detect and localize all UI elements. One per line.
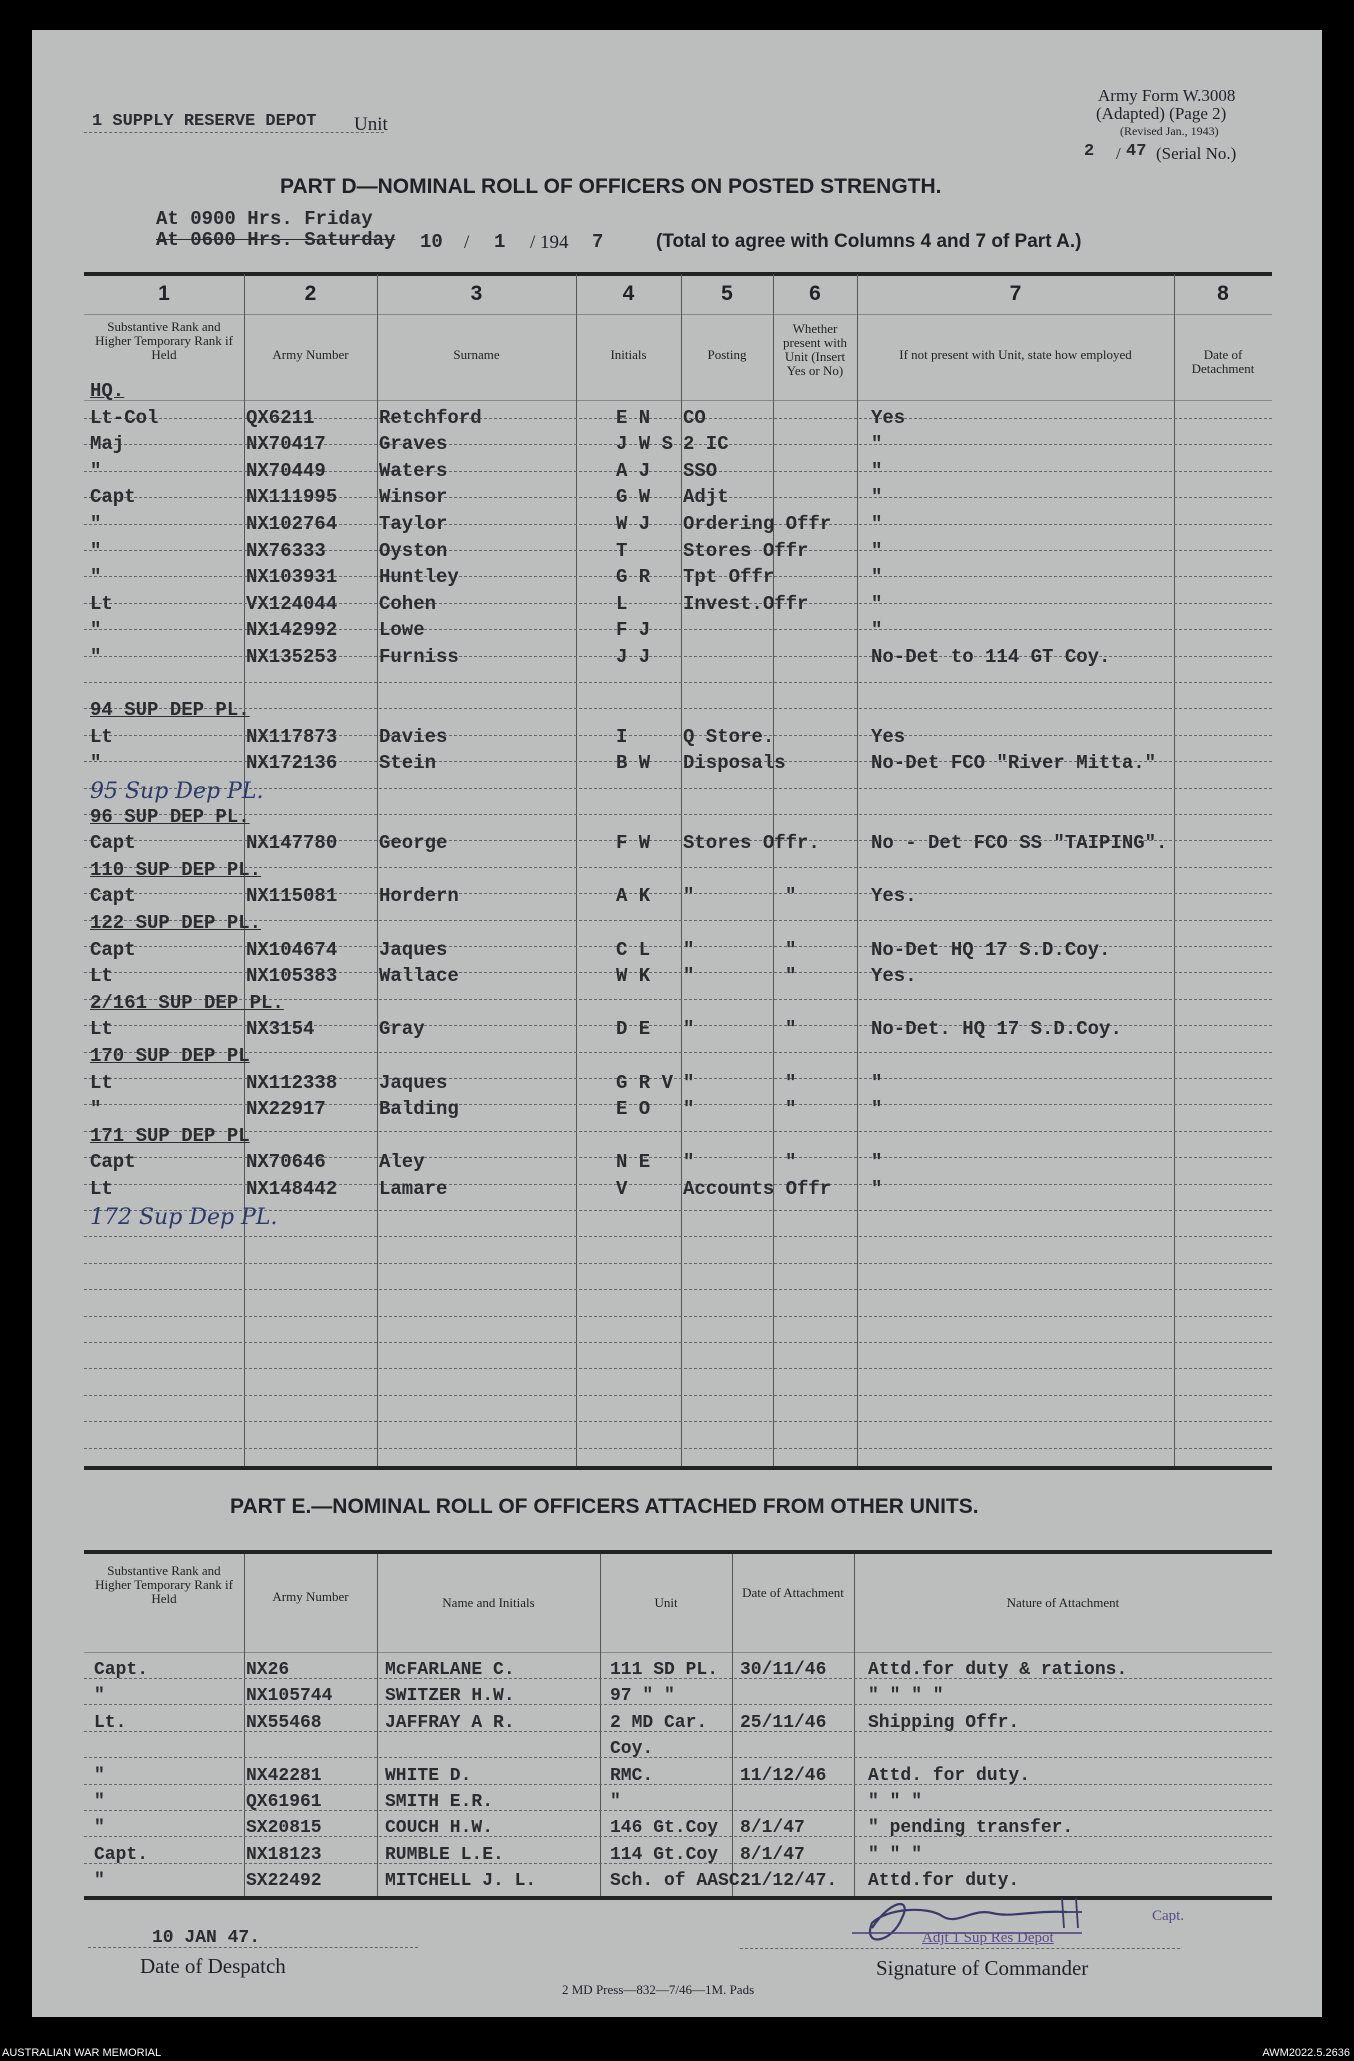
part-e-header: Unit [654, 1595, 678, 1610]
part-e-cell-num: NX42281 [246, 1765, 322, 1786]
part-e-cell-date: 8/1/47 [740, 1844, 805, 1865]
serial-label: (Serial No.) [1156, 144, 1237, 163]
part-d-cell-init: E N [616, 406, 651, 429]
part-d-cell-init: L [616, 592, 628, 615]
part-e-cell-num: SX22492 [246, 1871, 322, 1892]
part-e-row-rule [84, 1757, 1272, 1758]
part-d-cell-rank: 94 SUP DEP PL. [90, 699, 250, 722]
serial-year: 47 [1126, 142, 1147, 161]
part-e-bottom-rule [84, 1896, 1272, 1900]
part-e-cell-unit: 97 " " [610, 1686, 675, 1707]
date-year-prefix: 194 [540, 232, 569, 253]
part-d-cell-init: E O [616, 1098, 651, 1121]
part-e-cell-rank: " [94, 1686, 105, 1707]
part-d-cell-rank: 96 SUP DEP PL. [90, 805, 250, 828]
time-old: At 0600 Hrs. Saturday [156, 229, 396, 251]
part-d-column-divider [576, 274, 577, 1466]
footer-left: AUSTRALIAN WAR MEMORIAL [2, 2047, 162, 2059]
part-e-cell-nature: " pending transfer. [868, 1818, 1074, 1839]
part-d-cell-surname: Jaques [379, 938, 448, 961]
part-d-cell-rank: Capt [90, 832, 136, 855]
part-d-cell-surname: Huntley [379, 566, 459, 589]
part-d-cell-surname: Graves [379, 433, 448, 456]
part-d-cell-surname: Lamare [379, 1178, 448, 1200]
part-e-cell-name: COUCH H.W. [385, 1818, 494, 1839]
part-e-cell-name: McFARLANE C. [385, 1660, 515, 1680]
part-d-cell-surname: George [379, 832, 448, 855]
part-d-cell-rank: 95 Sup Dep PL. [90, 779, 264, 804]
part-d-cell-num: NX3154 [246, 1018, 315, 1041]
part-d-cell-rank: " [90, 619, 102, 642]
part-d-cell-surname: Stein [379, 752, 437, 775]
part-e-cell-unit: 146 Gt.Coy [610, 1818, 719, 1839]
part-e-cell-rank: " [94, 1792, 105, 1812]
part-d-header: Substantive Rank and Higher Temporary Rank if Held [95, 319, 233, 362]
part-d-cell-employed: " [871, 619, 883, 642]
part-d-cell-num: NX112338 [246, 1071, 338, 1094]
part-d-cell-posting: " [683, 1071, 695, 1094]
part-e-cell-name: SMITH E.R. [385, 1792, 494, 1812]
part-d-column-number: 5 [721, 282, 733, 305]
part-d-cell-posting: Stores Offr [683, 539, 809, 562]
part-d-row-rule [84, 1395, 1272, 1396]
part-d-cell-rank: Capt [90, 486, 136, 509]
part-d-cell-rank: Capt [90, 938, 136, 961]
part-d-row-rule [84, 1131, 1272, 1132]
part-e-cell-rank: Lt. [94, 1712, 127, 1733]
part-d-cell-rank: 171 SUP DEP PL [90, 1124, 250, 1147]
part-d-row-rule [84, 708, 1272, 709]
part-d-cell-surname: Oyston [379, 539, 448, 562]
part-d-cell-surname: Balding [379, 1098, 459, 1121]
date-day: 10 [420, 231, 443, 253]
part-d-cell-num: NX105383 [246, 965, 338, 988]
part-d-cell-num: NX148442 [246, 1178, 338, 1200]
part-d-cell-rank: 170 SUP DEP PL [90, 1045, 250, 1067]
part-d-cell-init: B W [616, 752, 651, 775]
part-e-cell-date: 11/12/46 [740, 1765, 827, 1786]
part-d-cell-surname: Taylor [379, 513, 448, 535]
part-d-cell-surname: Furniss [379, 646, 459, 668]
part-e-cell-num: NX55468 [246, 1712, 322, 1733]
part-d-cell-present: " [785, 1151, 797, 1174]
part-d-title: PART D—NOMINAL ROLL OF OFFICERS ON POSTED STRENGTH. [280, 175, 942, 198]
part-d-cell-init: A J [616, 459, 651, 482]
part-d-column-number: 1 [158, 282, 170, 305]
form-revised: (Revised Jan., 1943) [1120, 124, 1219, 138]
part-e-column-divider [854, 1554, 855, 1896]
part-d-cell-employed: " [871, 513, 883, 535]
part-d-row-rule [84, 814, 1272, 815]
part-e-cell-date: 21/12/47. [740, 1871, 838, 1892]
part-d-cell-num: NX147780 [246, 832, 338, 855]
part-d-cell-employed: No-Det FCO "River Mitta." [871, 752, 1157, 775]
part-d-cell-posting: Adjt [683, 486, 729, 509]
part-d-cell-surname: Waters [379, 459, 448, 482]
part-d-cell-rank: Capt [90, 1151, 136, 1174]
part-d-cell-employed: " [871, 433, 883, 456]
part-d-cell-init: N E [616, 1151, 651, 1174]
part-d-cell-employed: " [871, 592, 883, 615]
part-d-cell-employed: Yes [871, 725, 906, 748]
part-d-cell-posting: " [683, 965, 695, 988]
part-d-cell-surname: Davies [379, 725, 448, 748]
part-e-cell-unit: " [610, 1792, 621, 1812]
part-e-cell-name: JAFFRAY A R. [385, 1712, 515, 1733]
part-d-cell-employed: " [871, 1071, 883, 1094]
part-d-cell-init: V [616, 1178, 628, 1200]
part-d-cell-posting: " [683, 885, 695, 908]
part-d-bottom-rule [84, 1466, 1272, 1470]
part-d-cell-posting: CO [683, 406, 706, 429]
part-d-cell-rank: " [90, 513, 102, 535]
part-d-cell-num: NX104674 [246, 938, 338, 961]
part-e-cell-unit: 111 SD PL. [610, 1660, 719, 1680]
part-d-cell-posting: " [683, 1098, 695, 1121]
part-e-header: Date of Attachment [742, 1585, 844, 1600]
part-d-cell-num: NX70417 [246, 433, 326, 456]
part-e-cell-unit: 114 Gt.Coy [610, 1844, 719, 1865]
part-d-cell-posting: Ordering Offr [683, 513, 832, 535]
part-e-header: Nature of Attachment [1006, 1595, 1120, 1610]
part-d-cell-init: J W S [616, 433, 674, 456]
part-d-cell-present: " [785, 965, 797, 988]
unit-label: Unit [354, 114, 388, 135]
part-d-column-number: 2 [304, 282, 317, 305]
part-e-cell-unit: Sch. of AASC. [610, 1871, 751, 1892]
signature-role: Adjt 1 Sup Res Depot [922, 1930, 1054, 1946]
part-e-header: Substantive Rank and Higher Temporary Rank if Held [95, 1563, 233, 1606]
part-d-header: Initials [610, 347, 647, 362]
part-d-cell-rank: HQ. [90, 380, 125, 402]
part-e-cell-nature: Attd.for duty. [868, 1871, 1020, 1892]
part-d-cell-num: NX142992 [246, 619, 338, 642]
part-d-row-rule [84, 920, 1272, 921]
part-d-cell-rank: Lt [90, 1178, 113, 1200]
part-e-cell-date: 8/1/47 [740, 1818, 805, 1839]
part-d-cell-init: C L [616, 938, 651, 961]
part-d-header: Date of Detachment [1191, 347, 1255, 376]
despatch-date: 10 JAN 47. [152, 1928, 261, 1948]
part-d-top-rule [84, 272, 1272, 276]
part-d-cell-init: T [616, 539, 628, 562]
part-d-cell-init: G R V [616, 1071, 674, 1094]
part-d-cell-num: NX111995 [246, 486, 338, 509]
part-d-cell-employed: " [871, 1098, 883, 1121]
part-d-cell-posting: Accounts Offr [683, 1178, 832, 1200]
part-d-column-number: 4 [622, 282, 635, 305]
part-d-cell-init: G W [616, 486, 651, 509]
part-d-cell-num: NX70646 [246, 1151, 326, 1174]
serial-number: 2 [1084, 142, 1095, 161]
part-d-cell-rank: Maj [90, 433, 125, 456]
part-d-cell-posting: Q Store. [683, 725, 775, 748]
part-d-cell-rank: 172 Sup Dep PL. [90, 1204, 278, 1230]
part-d-cell-present: " [785, 1071, 797, 1094]
date-month: 1 [494, 231, 506, 253]
part-d-cell-surname: Hordern [379, 885, 459, 908]
part-d-cell-employed: Yes. [871, 885, 917, 908]
part-e-cell-rank: " [94, 1871, 105, 1892]
part-d-column-number: 3 [470, 282, 483, 305]
part-d-cell-employed: No-Det to 114 GT Coy. [871, 646, 1111, 668]
part-e-cell-rank: " [94, 1818, 105, 1839]
part-e-cell-rank: " [94, 1765, 105, 1786]
part-e-cell-date: 25/11/46 [740, 1712, 827, 1733]
part-d-row-rule [84, 1448, 1272, 1449]
part-d-cell-surname: Jaques [379, 1071, 448, 1094]
unit-name: 1 SUPPLY RESERVE DEPOT [92, 112, 317, 131]
part-d-cell-surname: Winsor [379, 486, 448, 509]
part-e-header: Army Number [272, 1589, 349, 1604]
part-d-cell-init: F J [616, 619, 651, 642]
part-d-cell-rank: Lt [90, 965, 113, 988]
part-d-cell-rank: " [90, 459, 102, 482]
part-d-header: Army Number [272, 347, 349, 362]
part-d-row-rule [84, 1289, 1272, 1290]
part-d-cell-rank: 2/161 SUP DEP PL. [90, 991, 284, 1014]
part-e-cell-name: MITCHELL J. L. [385, 1871, 537, 1892]
part-d-cell-posting: " [683, 938, 695, 961]
part-d-cell-posting: " [683, 1151, 695, 1174]
part-d-cell-num: NX115081 [246, 885, 338, 908]
part-d-cell-employed: No-Det. HQ 17 S.D.Coy. [871, 1018, 1122, 1041]
form-adapted: (Adapted) (Page 2) [1096, 104, 1227, 123]
part-d-row-rule [84, 682, 1272, 683]
part-d-row-rule [84, 1052, 1272, 1053]
part-d-cell-num: NX103931 [246, 566, 338, 589]
part-d-cell-employed: No-Det HQ 17 S.D.Coy. [871, 938, 1111, 961]
part-d-cell-init: D E [616, 1018, 651, 1041]
part-e-column-divider [377, 1554, 378, 1896]
part-d-header: Posting [707, 347, 747, 362]
part-e-cell-num: NX18123 [246, 1844, 322, 1865]
part-e-cell-name: RUMBLE L.E. [385, 1844, 504, 1865]
part-d-row-rule [84, 1421, 1272, 1422]
part-d-header: Surname [453, 347, 500, 362]
part-e-cell-nature: Shipping Offr. [868, 1712, 1020, 1733]
part-e-cell-date: 30/11/46 [740, 1660, 827, 1680]
part-d-cell-employed: No - Det FCO SS "TAIPING". [871, 832, 1168, 855]
part-d-cell-rank: Lt [90, 725, 113, 748]
part-d-cell-posting: 2 IC [683, 433, 729, 456]
part-d-cell-posting: Tpt Offr [683, 566, 775, 589]
part-e-cell-rank: Capt. [94, 1844, 149, 1865]
part-d-cell-present: " [785, 938, 797, 961]
part-e-title: PART E.—NOMINAL ROLL OF OFFICERS ATTACHED FROM OTHER UNITS. [230, 1495, 979, 1518]
part-e-cell-nature: " " " [868, 1844, 923, 1865]
part-e-cell-rank: Capt. [94, 1660, 149, 1680]
part-d-cell-init: A K [616, 885, 651, 908]
part-d-cell-employed: Yes [871, 406, 906, 429]
part-e-cell-nature: Attd. for duty. [868, 1765, 1031, 1786]
part-d-cell-num: NX172136 [246, 752, 338, 775]
part-d-cell-surname: Wallace [379, 965, 459, 988]
part-d-cell-init: F W [616, 832, 651, 855]
signature-rank: Capt. [1152, 1908, 1185, 1924]
part-d-cell-rank: Lt [90, 1071, 113, 1094]
part-d-cell-num: NX70449 [246, 459, 326, 482]
part-d-cell-init: I [616, 725, 628, 748]
part-e-cell-unit: Coy. [610, 1739, 654, 1760]
part-d-cell-num: NX135253 [246, 646, 338, 668]
despatch-label: Date of Despatch [140, 1954, 286, 1978]
part-e-cell-nature: " " " " [868, 1686, 944, 1707]
part-d-cell-surname: Gray [379, 1018, 425, 1041]
part-e-cell-num: NX105744 [246, 1686, 333, 1707]
part-d-cell-employed: " [871, 1178, 883, 1200]
part-e-cell-unit: RMC. [610, 1765, 654, 1786]
part-d-cell-rank: 110 SUP DEP PL. [90, 858, 262, 881]
part-e-column-divider [732, 1554, 733, 1896]
part-d-cell-init: W J [616, 513, 651, 535]
part-d-header: Whether present with Unit (Insert Yes or No) [783, 321, 847, 378]
part-d-cell-posting: Invest.Offr [683, 592, 809, 615]
part-d-cell-surname: Aley [379, 1151, 425, 1174]
part-d-cell-num: NX22917 [246, 1098, 326, 1121]
part-d-cell-rank: " [90, 566, 102, 589]
part-d-cell-num: NX117873 [246, 725, 338, 748]
part-d-row-rule [84, 1342, 1272, 1343]
part-d-cell-present: " [785, 885, 797, 908]
part-d-column-divider [857, 274, 858, 1466]
part-d-column-number: 7 [1009, 282, 1022, 305]
part-d-cell-init: J J [616, 646, 651, 668]
part-e-column-divider [600, 1554, 601, 1896]
part-d-cell-employed: " [871, 459, 883, 482]
part-d-cell-num: NX76333 [246, 539, 326, 562]
total-note: (Total to agree with Columns 4 and 7 of Part A.) [656, 231, 1082, 252]
part-e-header: Name and Initials [442, 1595, 535, 1610]
part-d-cell-present: " [785, 1018, 797, 1041]
part-d-cell-rank: 122 SUP DEP PL. [90, 912, 262, 934]
part-d-row-rule [84, 1316, 1272, 1317]
part-d-column-divider [1174, 274, 1175, 1466]
part-e-cell-name: SWITZER H.W. [385, 1686, 515, 1707]
part-e-cell-nature: Attd.for duty & rations. [868, 1660, 1128, 1680]
form-number: Army Form W.3008 [1098, 86, 1236, 105]
part-e-cell-num: SX20815 [246, 1818, 322, 1839]
part-d-cell-rank: " [90, 646, 102, 668]
part-d-cell-rank: Lt [90, 1018, 113, 1041]
part-d-cell-rank: " [90, 539, 102, 562]
part-d-column-number: 8 [1217, 282, 1229, 305]
time-new: At 0900 Hrs. Friday [156, 208, 373, 230]
part-d-cell-num: QX6211 [246, 406, 315, 429]
date-year-suffix: 7 [592, 231, 604, 253]
part-d-cell-employed: " [871, 486, 883, 509]
part-d-cell-rank: Lt [90, 592, 113, 615]
part-e-cell-nature: " " " [868, 1792, 923, 1812]
part-d-cell-rank: " [90, 752, 102, 775]
part-e-cell-unit: 2 MD Car. [610, 1712, 708, 1733]
part-d-row-rule [84, 1263, 1272, 1264]
part-d-row-rule [84, 1368, 1272, 1369]
part-d-cell-init: W K [616, 965, 651, 988]
part-d-cell-surname: Lowe [379, 619, 425, 642]
part-d-cell-surname: Retchford [379, 406, 482, 429]
part-d-cell-posting: " [683, 1018, 695, 1041]
part-e-cell-num: NX26 [246, 1660, 290, 1680]
part-d-cell-num: NX102764 [246, 513, 338, 535]
part-d-cell-employed: " [871, 1151, 883, 1174]
part-e-cell-num: QX61961 [246, 1792, 322, 1812]
part-e-top-rule [84, 1550, 1272, 1554]
part-d-cell-posting: SSO [683, 459, 718, 482]
part-d-cell-employed: " [871, 566, 883, 589]
part-d-cell-rank: Capt [90, 885, 136, 908]
part-d-cell-num: VX124044 [246, 592, 338, 615]
part-e-cell-name: WHITE D. [385, 1765, 472, 1786]
part-d-cell-employed: " [871, 539, 883, 562]
part-d-row-rule [84, 1236, 1272, 1237]
signature-label: Signature of Commander [876, 1956, 1089, 1980]
part-d-cell-surname: Cohen [379, 592, 437, 615]
part-d-column-number: 6 [809, 282, 821, 305]
document-page: 1 SUPPLY RESERVE DEPOT Unit Army Form W.3008 (Adapted) (Page 2) (Revised Jan., 1943) 2 / 47 (Serial No.) PART D—NOMINAL ROLL OF OFFICERS ON POSTED STRENGTH. At 0900 Hrs. Friday At 0600 Hrs. Saturday 10 / 1 / 194 7 (Total to agree with Columns 4 and 7 of Part A.) PART E.—NOMINAL ROLL OF OFFICERS ATTACHED FROM OTHER UNITS. 10 JAN 47. Date of Despatch Capt. Adjt 1 Sup Res Depot Signature of Commander 2 MD Press—832—7/46—1M. Pads 1 2 3 4 5 6 7 8 Substantive Rank and Higher Temporary Rank if Held Army Number Surname Initials Posting Whether present with Unit (Insert Yes or No) If not present with Unit, state how employed Date of Detachment HQ. Lt-Col QX6211 Retchford E N CO Yes Maj NX70417 Graves J W S 2 IC " " NX70449 Waters A J SSO " Capt NX111995 Winsor G W Adjt " " NX102764 Taylor W J Ordering Offr " " NX76333 Oyston T Stores Offr " " NX103931 Huntley G R Tpt Offr " Lt VX124044 Cohen L Invest.Offr " " NX142992 Lowe F J " " NX135253 Furniss J J No-Det to 114 GT Coy. 94 SUP DEP PL. Lt NX117873 Davies I Q Store. Yes " NX172136 Stein B W Disposals No-Det FCO "River Mitta." 95 Sup Dep PL. 96 SUP DEP PL. Capt NX147780 George F W Stores Offr. No - Det FCO SS "TAIPING". 110 SUP DEP PL. Capt NX115081 Hordern A K " " Yes. 122 SUP DEP PL. Capt NX104674 Jaques C L " " No-Det HQ 17 S.D.Coy. Lt NX105383 Wallace W K " " Yes. 2/161 SUP DEP PL. Lt NX3154 Gray D E " " No-Det. HQ 17 S.D.Coy. 170 SUP DEP PL Lt NX112338 Jaques G R V " " " " NX22917 Balding E O " " " 171 SUP DEP PL Capt NX70646 Aley N E " " " Lt NX148442 Lamare V Accounts Offr " 172 Sup Dep PL. Substantive Rank and Higher Temporary Rank if Held Army Number Name and Initials Unit Date of Attachment Nature of Attachment Capt. NX26 McFARLANE C. 111 SD PL. 30/11/46 Attd.for duty & rations. " NX105744 SWITZER H.W. 97 " " " " " " Lt. NX55468 JAFFRAY A R. 2 MD Car. 25/11/46 Shipping Offr. Coy. " NX42281 WHITE D. RMC. 11/12/46 Attd. for duty. " QX61961 SMITH E.R. " " " " " SX20815 COUCH H.W. 146 Gt.Coy 8/1/47 " pending transfer. Capt. NX18123 RUMBLE L.E. 114 Gt.Coy 8/1/47 " " " " SX22492 MITCHELL J. L. Sch. of AASC. 21/12/47. Attd.for duty. [32, 30, 1322, 2017]
part-d-cell-employed: Yes. [871, 965, 917, 988]
part-d-cell-posting: Stores Offr. [683, 832, 820, 855]
printer-note: 2 MD Press—832—7/46—1M. Pads [562, 1982, 755, 1997]
footer-right: AWM2022.5.2636 [1262, 2047, 1350, 2059]
part-d-cell-init: G R [616, 566, 651, 589]
part-d-cell-rank: Lt-Col [90, 406, 159, 429]
part-d-column-divider [773, 274, 774, 1466]
part-d-cell-posting: Disposals [683, 752, 786, 775]
part-d-cell-present: " [785, 1098, 797, 1121]
part-d-cell-rank: " [90, 1098, 102, 1121]
part-d-header: If not present with Unit, state how employed [899, 347, 1132, 362]
part-d-row-rule [84, 867, 1272, 868]
